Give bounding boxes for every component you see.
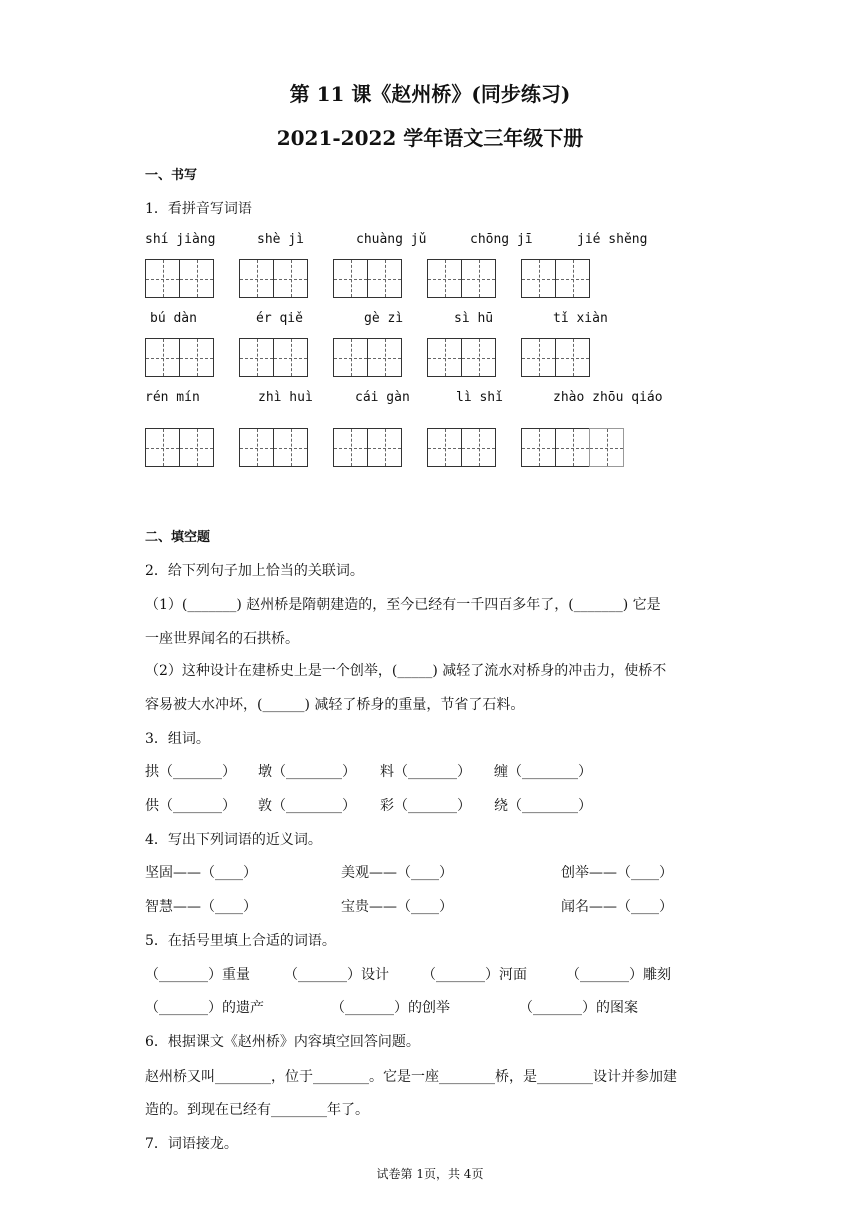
pinyin: bú dàn (150, 311, 197, 326)
question-4: 4．写出下列词语的近义词。 (145, 832, 322, 848)
phrase-item: （_______）雕刻 (566, 967, 671, 983)
pinyin: chōng jī (470, 232, 533, 247)
writing-grid[interactable] (521, 338, 590, 377)
question-2-2-line2: 容易被大水冲坏，(______) 减轻了桥身的重量，节省了石料。 (145, 697, 525, 713)
synonym-item: 创举——（____） (561, 865, 673, 881)
writing-grid[interactable] (333, 428, 402, 467)
question-2-1-line1: （1）(_______) 赵州桥是隋朝建造的，至今已经有一千四百多年了，(_______) 它是 (145, 597, 661, 613)
pinyin: shè jì (257, 232, 304, 247)
synonym-item: 智慧——（____） (145, 899, 257, 915)
word-item: 料（_______） (380, 764, 471, 780)
pinyin: ér qiě (256, 311, 303, 326)
question-6: 6．根据课文《赵州桥》内容填空回答问题。 (145, 1034, 420, 1050)
question-7: 7．词语接龙。 (145, 1136, 238, 1152)
synonym-item: 宝贵——（____） (341, 899, 453, 915)
writing-grid[interactable] (239, 428, 308, 467)
synonym-item: 闻名——（____） (561, 899, 673, 915)
writing-grid[interactable] (333, 338, 402, 377)
pinyin: zhào zhōu qiáo (553, 390, 663, 405)
doc-subtitle: 2021-2022 学年语文三年级下册 (276, 126, 584, 150)
writing-grid[interactable] (145, 428, 214, 467)
pinyin: shí jiàng (145, 232, 216, 247)
question-3: 3．组词。 (145, 731, 210, 747)
word-item: 彩（_______） (380, 798, 471, 814)
page-footer: 试卷第 1页，共 4页 (376, 1167, 484, 1181)
pinyin: jié shěng (577, 232, 648, 247)
phrase-item: （_______）重量 (145, 967, 250, 983)
synonym-item: 坚固——（____） (145, 865, 257, 881)
question-2-2-line1: （2）这种设计在建桥史上是一个创举，(_____) 减轻了流水对桥身的冲击力，使桥不 (145, 663, 667, 679)
pinyin: zhì huì (258, 390, 313, 405)
pinyin: lì shǐ (456, 390, 503, 405)
writing-grid[interactable] (521, 259, 590, 298)
pinyin: gè zì (364, 311, 404, 326)
writing-grid[interactable] (145, 338, 214, 377)
doc-title: 第 11 课《赵州桥》(同步练习) (289, 82, 571, 106)
phrase-item: （_______）设计 (284, 967, 389, 983)
word-item: 敦（________） (258, 798, 356, 814)
writing-grid[interactable] (239, 338, 308, 377)
question-2: 2．给下列句子加上恰当的关联词。 (145, 563, 364, 579)
writing-grid[interactable] (239, 259, 308, 298)
word-item: 缠（________） (494, 764, 592, 780)
question-2-1-line2: 一座世界闻名的石拱桥。 (145, 631, 299, 647)
question-6-line2: 造的。到现在已经有________年了。 (145, 1102, 369, 1118)
word-item: 供（_______） (145, 798, 236, 814)
question-1: 1．看拼音写词语 (145, 201, 252, 217)
phrase-item: （_______）的图案 (519, 1000, 638, 1016)
writing-grid[interactable] (427, 428, 496, 467)
word-item: 拱（_______） (145, 764, 236, 780)
phrase-item: （_______）的遗产 (145, 1000, 264, 1016)
word-item: 绕（________） (494, 798, 592, 814)
writing-grid[interactable] (333, 259, 402, 298)
phrase-item: （_______）河面 (422, 967, 527, 983)
writing-grid[interactable] (521, 428, 624, 467)
pinyin: cái gàn (355, 390, 410, 405)
pinyin: rén mín (145, 390, 200, 405)
phrase-item: （_______）的创举 (331, 1000, 450, 1016)
question-5: 5．在括号里填上合适的词语。 (145, 933, 336, 949)
section-writing: 一、书写 (145, 168, 198, 183)
writing-grid[interactable] (427, 259, 496, 298)
word-item: 墩（________） (258, 764, 356, 780)
synonym-item: 美观——（____） (341, 865, 453, 881)
section-fill-in: 二、填空题 (145, 530, 211, 545)
writing-grid[interactable] (145, 259, 214, 298)
pinyin: tǐ xiàn (553, 311, 608, 326)
question-6-line1: 赵州桥又叫________，位于________。它是一座________桥，是________设计并参加建 (145, 1069, 677, 1085)
pinyin: chuàng jǔ (356, 232, 427, 247)
writing-grid[interactable] (427, 338, 496, 377)
pinyin: sì hū (454, 311, 494, 326)
